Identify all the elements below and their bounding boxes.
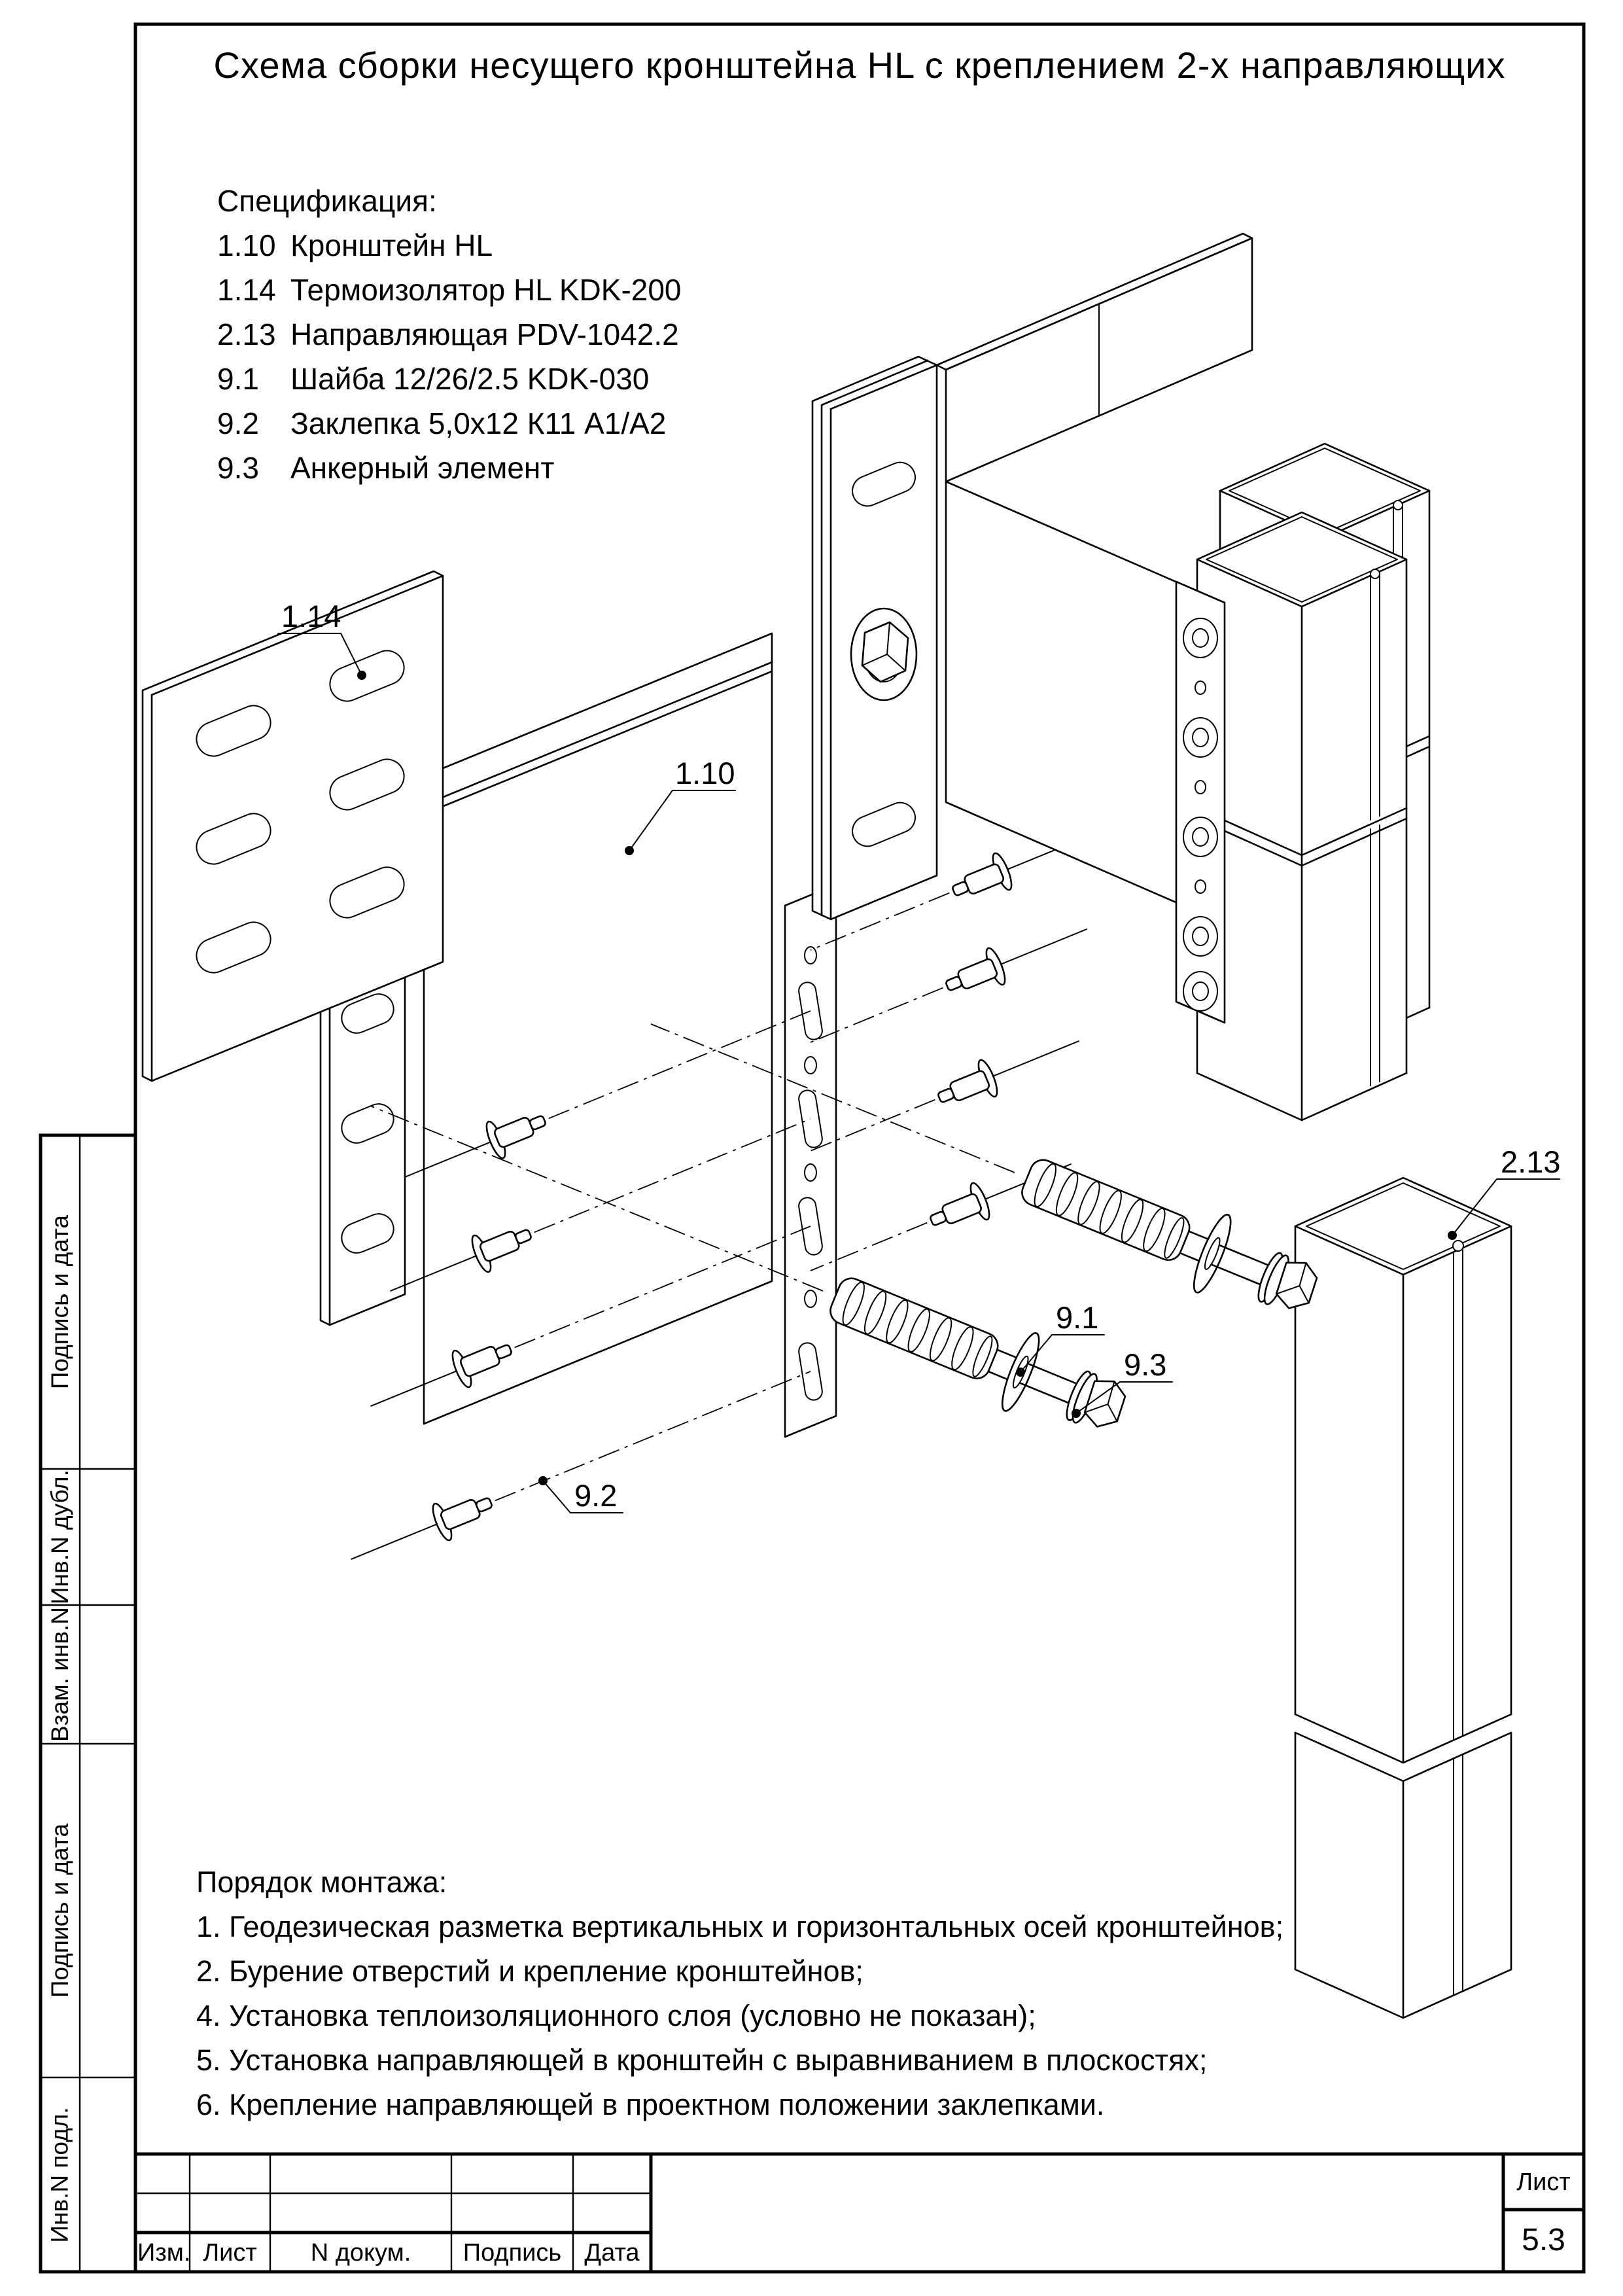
spec-item <box>217 453 554 483</box>
stamp-inv-podl: Инв.N подл. <box>46 2106 74 2243</box>
anchor-assembly-lower <box>820 1258 1136 1452</box>
specification-heading: Спецификация: <box>217 184 437 218</box>
bracket-hl-web <box>400 633 772 1424</box>
stamp-podpis-data-1: Подпись и дата <box>46 1214 73 1390</box>
spec-item-num: 9.1 <box>217 362 259 396</box>
spec-item-num: 9.3 <box>217 451 259 485</box>
spec-item <box>217 275 682 305</box>
tb-col-data: Дата <box>584 2239 640 2267</box>
stamp-podpis-data-2: Подпись и дата <box>46 1823 73 1998</box>
tb-col-izm: Изм. <box>137 2239 191 2267</box>
assembly-order-heading: Порядок монтажа: <box>196 1865 447 1899</box>
spec-item-name: Термоизолятор HL KDK-200 <box>290 273 682 307</box>
assembly-step: 4. Установка теплоизоляционного слоя (условно не показан); <box>196 1999 1036 2032</box>
assembled-rail-front <box>1197 512 1406 1120</box>
spec-item <box>217 230 493 260</box>
bracket-flange-strip <box>785 885 836 1437</box>
assembly-step: 5. Установка направляющей в кронштейн с выравниванием в плоскостях; <box>196 2043 1208 2077</box>
stamp-inv-dubl: Инв.N дубл. <box>46 1470 73 1604</box>
assembled-rivet-strip <box>1176 582 1225 1023</box>
tb-col-podpis: Подпись <box>462 2239 562 2267</box>
spec-item-num: 2.13 <box>217 317 276 351</box>
spec-item-name: Анкерный элемент <box>290 451 555 485</box>
callout-9.2 <box>538 1476 623 1513</box>
spec-item-name: Заклепка 5,0х12 К11 А1/А2 <box>290 406 667 440</box>
spec-item-num: 1.14 <box>217 273 276 307</box>
assembly-step: 2. Бурение отверстий и крепление кронштейнов; <box>196 1954 864 1988</box>
guide-rail-exploded <box>1295 1178 1511 2018</box>
callout-label-114: 1.14 <box>281 599 341 633</box>
drawing-title: Схема сборки несущего кронштейна HL с креплением 2-х направляющих <box>213 44 1506 86</box>
assembled-wall-plate <box>812 357 937 919</box>
spec-item-name: Шайба 12/26/2.5 KDK-030 <box>290 362 650 396</box>
spec-item <box>217 364 649 394</box>
tb-sheet-number: 5.3 <box>1522 2223 1565 2257</box>
callout-label-93: 9.3 <box>1124 1347 1167 1382</box>
spec-item-num: 9.2 <box>217 406 259 440</box>
stamp-vzam-inv: Взам. инв.N <box>46 1607 74 1742</box>
callout-label-110: 1.10 <box>675 756 735 790</box>
callout-label-91: 9.1 <box>1056 1300 1099 1335</box>
spec-item-num: 1.10 <box>217 228 276 262</box>
callout-label-92: 9.2 <box>574 1478 618 1513</box>
tb-col-ndokum: N докум. <box>310 2239 411 2267</box>
spec-item-name: Кронштейн HL <box>290 228 493 262</box>
tb-sheet-label: Лист <box>1516 2168 1571 2196</box>
assembly-step: 6. Крепление направляющей в проектном положении заклепками. <box>196 2088 1105 2121</box>
tb-col-list: Лист <box>203 2239 257 2267</box>
assembled-unit <box>812 234 1429 1120</box>
spec-item-name: Направляющая PDV-1042.2 <box>290 317 679 351</box>
callout-label-213: 2.13 <box>1501 1144 1561 1179</box>
spec-item <box>217 408 666 438</box>
assembly-step: 1. Геодезическая разметка вертикальных и горизонтальных осей кронштейнов; <box>196 1910 1284 1943</box>
spec-item <box>217 319 679 349</box>
